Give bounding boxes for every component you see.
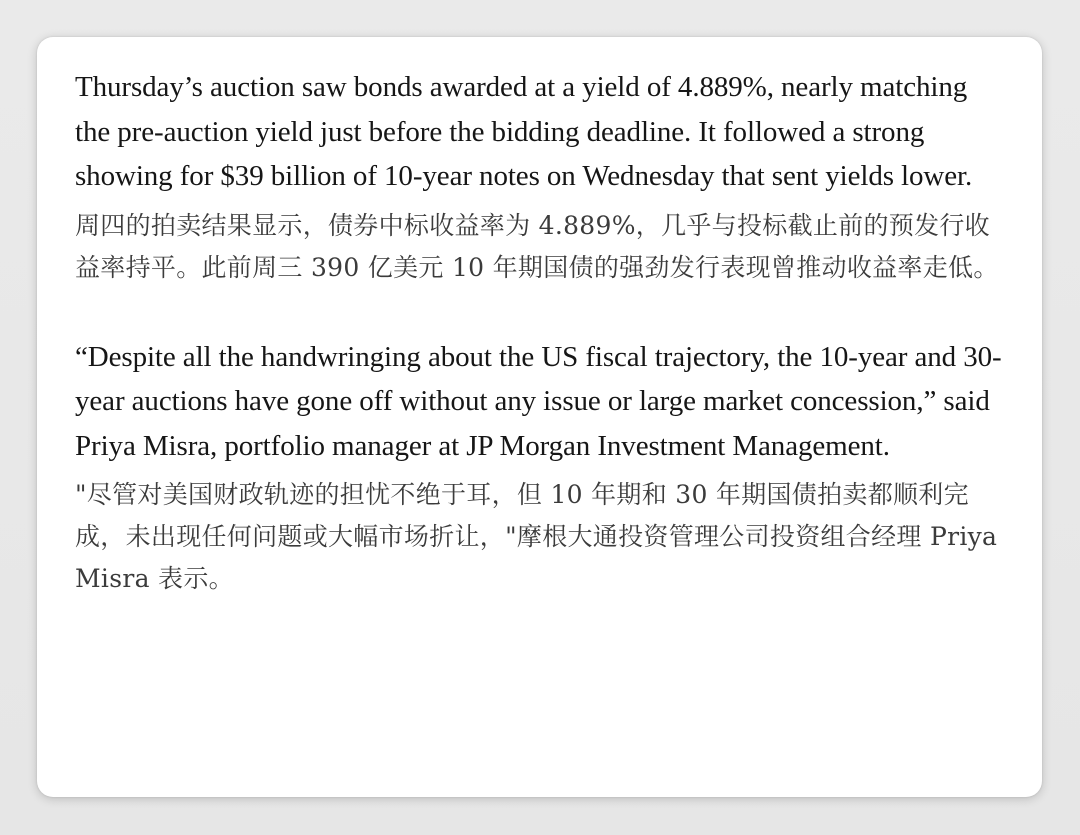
english-paragraph-1: Thursday’s auction saw bonds awarded at a yield of 4.889%, nearly matching the pre-auction yield just before the bidding deadline. It followed a strong showing for $39 billion of 10-year notes on Wednesday that sent yields lower. [75, 71, 973, 192]
english-paragraph-2: “Despite all the handwringing about the US fiscal trajectory, the 10-year and 30-year auctions have gone off without any issue or large market concession,” said Priya Misra, portfolio manager at JP Morgan Investment Management. [75, 340, 1002, 462]
paragraph-block-1 [75, 65, 1002, 289]
article-card [37, 37, 1042, 797]
chinese-paragraph-1: 周四的拍卖结果显示，债券中标收益率为 4.889%，几乎与投标截止前的预发行收益率持平。此前周三 390 亿美元 10 年期国债的强劲发行表现曾推动收益率走低。 [75, 210, 999, 282]
paragraph-block-2 [75, 335, 1002, 601]
chinese-paragraph-2: "尽管对美国财政轨迹的担忧不绝于耳，但 10 年期和 30 年期国债拍卖都顺利完成，未出现任何问题或大幅市场折让，"摩根大通投资管理公司投资组合经理 Priya Misra 表示。 [75, 480, 998, 593]
